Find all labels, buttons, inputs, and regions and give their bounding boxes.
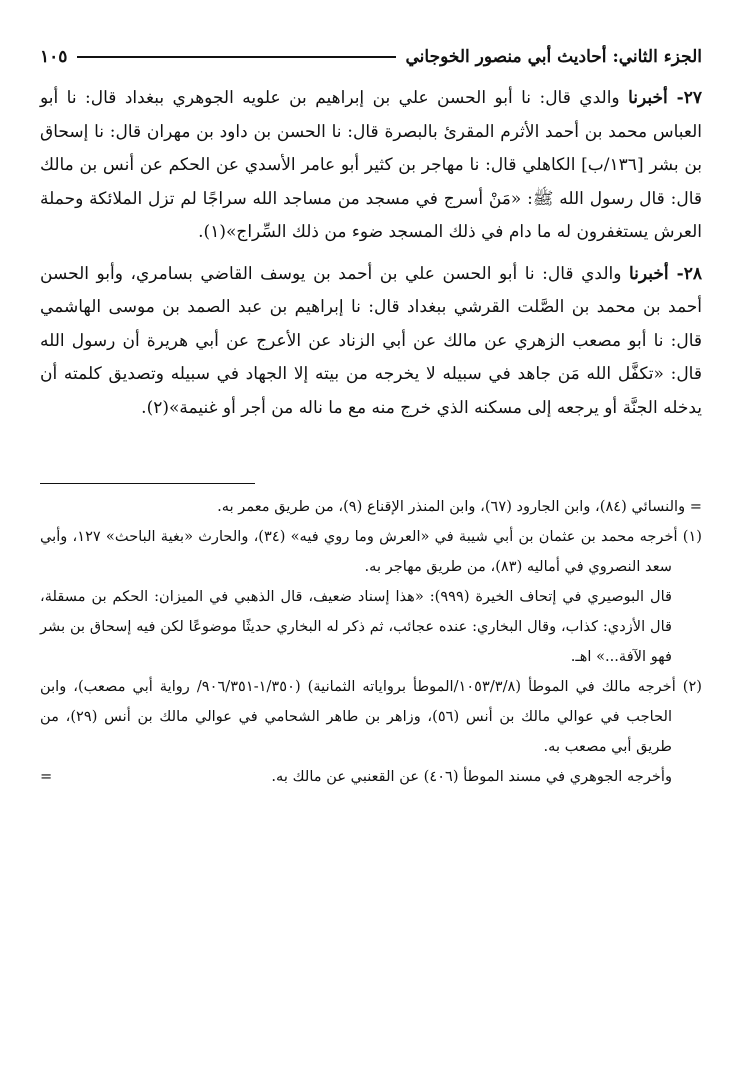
hadith-text: والدي قال: نا أبو الحسن علي بن إبراهيم بن علويه الجوهري ببغداد قال: نا أبو العباس محمد بن أحمد الأثرم المقرئ بالبصرة قال: نا الحسن بن داود بن مهران قال: نا إسحاق بن بشر [١٣٦/ب] الكاهلي قال: نا مهاجر بن كثير أبو عامر الأسدي عن الحكم عن أنس بن مالك قال: قال رسول الله ﷺ: «مَنْ أسرج في مسجد من مساجد الله سراجًا لم تزل الملائكة وحملة العرش يستغفرون له ما دام في ذلك المسجد ضوء من ذلك السِّراج»(١). bbox=[40, 88, 702, 242]
footnote-text: أخرجه محمد بن عثمان بن أبي شيبة في «العرش وما روي فيه» (٣٤)، والحارث «بغية الباحث» ١٢٧، وأبي سعد النصروي في أماليه (٨٣)، من طريق مهاجر به. bbox=[40, 528, 678, 575]
footnote-divider bbox=[40, 483, 255, 484]
hadith-lead: أخبرنا bbox=[628, 263, 669, 284]
footnote-2-note bbox=[40, 762, 702, 792]
footnote-text: أخرجه مالك في الموطأ (١٠٥٣/٣/٨/الموطأ برواياته الثمانية) (١/٣٥٠-٩٠٦/٣٥١/ رواية أبي مصعب)، وابن الحاجب في عوالي مالك بن أنس (٥٦)، وزاهر بن طاهر الشحامي في عوالي مالك بن أنس (٢٩)، من طريق أبي مصعب به. bbox=[40, 678, 676, 755]
footnote-1 bbox=[40, 522, 702, 582]
footnote-text: والنسائي (٨٤)، وابن الجارود (٦٧)، وابن المنذر الإقناع (٩)، من طريق معمر به. bbox=[217, 498, 686, 515]
footnote-text: قال البوصيري في إتحاف الخيرة (٩٩٩): «هذا إسناد ضعيف، قال الذهبي في الميزان: الحكم بن مسقلة، قال الأزدي: كذاب، وقال البخاري: عنده عجائب، ثم ذكر له البخاري حديثًا موضوعًا لكن فيه إسحاق بن بشر فهو الآفة...» اهـ. bbox=[40, 588, 673, 665]
running-header bbox=[40, 40, 702, 74]
hadith-lead: أخبرنا bbox=[628, 88, 668, 108]
page-number: ١٠٥ bbox=[40, 47, 68, 67]
book-page bbox=[40, 40, 702, 792]
hadith-27 bbox=[40, 82, 702, 250]
footnote-text: وأخرجه الجوهري في مسند الموطأ (٤٠٦) عن القعنبي عن مالك به. bbox=[271, 768, 672, 785]
hadith-28 bbox=[40, 258, 702, 426]
hadith-text: والدي قال: نا أبو الحسن علي بن أحمد بن يوسف القاضي بسامري، وأبو الحسن أحمد بن محمد بن الصَّلت القرشي ببغداد قال: نا إبراهيم بن عبد الصمد بن موسى الهاشمي قال: نا أبو مصعب الزهري عن مالك عن أبي الزناد عن الأعرج عن أبي هريرة أن رسول الله قال: «تكفَّل الله مَن جاهد في سبيله لا يخرجه من بيته إلا الجهاد في سبيله وتصديق كلمته أن يدخله الجنَّة أو يرجعه إلى مسكنه الذي خرج منه مع ما ناله من أجر أو غنيمة»(٢). bbox=[40, 263, 702, 418]
footnote-marker: = bbox=[685, 498, 702, 515]
footnote-1-note bbox=[40, 582, 702, 672]
hadith-number: ٢٧- bbox=[667, 88, 702, 108]
continuation-mark: = bbox=[40, 768, 53, 785]
header-rule bbox=[77, 56, 395, 58]
header-title: الجزء الثاني: أحاديث أبي منصور الخوجاني bbox=[405, 47, 702, 67]
footnote-marker: (١) bbox=[677, 528, 702, 545]
footnote-continuation bbox=[40, 492, 702, 522]
footnote-marker: (٢) bbox=[675, 678, 702, 695]
footnote-2 bbox=[40, 672, 702, 762]
hadith-number: ٢٨- bbox=[668, 263, 702, 284]
